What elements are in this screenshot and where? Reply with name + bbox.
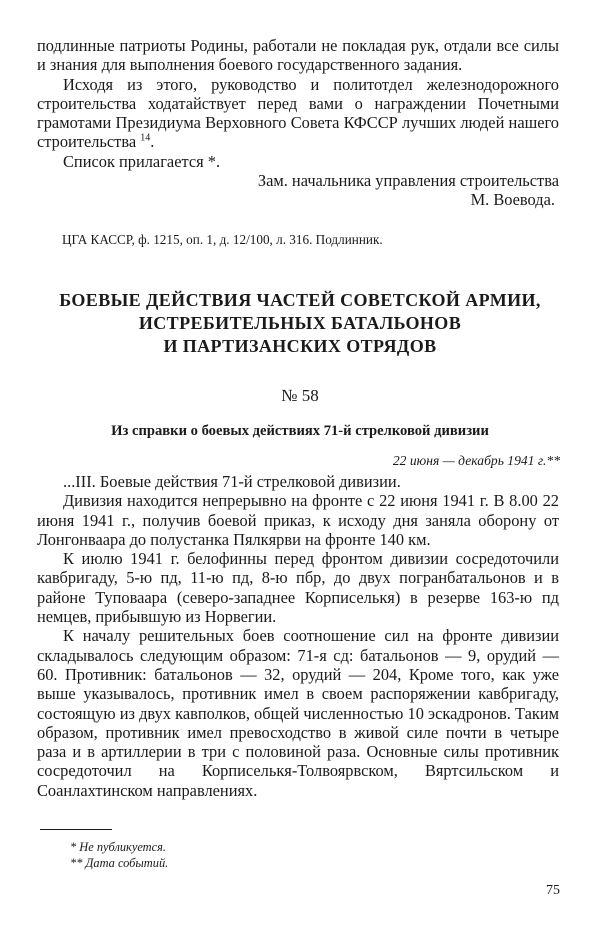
section-heading-line-1: БОЕВЫЕ ДЕЙСТВИЯ ЧАСТЕЙ СОВЕТСКОЙ АРМИИ, xyxy=(59,290,541,310)
footnote-marker-14: 14 xyxy=(140,133,151,145)
paragraph-patriots: подлинные патриоты Родины, работали не покладая рук, отдали все силы и знания для выполнения боевого государственного задания. xyxy=(37,36,559,75)
main-text-block xyxy=(37,472,559,800)
petition-text: Исходя из этого, руководство и политотдел железнодорожного строительства ходатайствует перед вами о награждении Почетными грамотами Президиума Верховного Совета КФССР лучших людей нашего строительства xyxy=(37,74,559,152)
signature-title: Зам. начальника управления строительства xyxy=(257,171,559,191)
paragraph-petition xyxy=(37,75,559,152)
paragraph-division-front: Дивизия находится непрерывно на фронте с 22 июня 1941 г. В 8.00 22 июня 1941 г., получив боевой приказ, к исходу дня заняла оборону от Лонгонваара до полустанка Пялкярви на фронте 140 км. xyxy=(37,491,559,549)
paragraph-section-iii: ...III. Боевые действия 71-й стрелковой дивизии. xyxy=(63,472,401,491)
top-text-block xyxy=(37,36,559,210)
signature-name: М. Воевода. xyxy=(470,190,555,210)
document-date: 22 июня — декабрь 1941 г.** xyxy=(392,453,560,468)
paragraph-force-ratio: К началу решительных боев соотношение сил на фронте дивизии складывалось следующим образом: 71-я сд: батальонов — 9, орудий — 60. Противник: батальонов — 32, орудий — 204, Кроме того, как уже выше указывалось, противник имел в своем распоряжении кавбригаду, состоящую из двух кавполков, общей численностью 10 эскадронов. Таким образом, противник имел превосходство в живой силе почти в четыре раза и в артиллерии в три с половиной раза. Основные силы противник сосредоточил на Корписелькя-Толвоярвском, Вяртсильском и Соанлахтинском направлениях. xyxy=(37,626,559,800)
page-number: 75 xyxy=(546,883,560,898)
section-heading-line-2: ИСТРЕБИТЕЛЬНЫХ БАТАЛЬОНОВ xyxy=(138,313,462,333)
paragraph-list-attached: Список прилагается *. xyxy=(63,151,221,171)
paragraph-enemy-forces: К июлю 1941 г. белофинны перед фронтом дивизии сосредоточили кавбригаду, 5-ю пд, 11-ю пд, 8-ю пбр, до двух погранбатальонов и в районе Туповаара (северо-западнее Корписелькя) в резерве 163-ю пд немцев, прибывшую из Норвегии. xyxy=(37,549,559,627)
document-number: № 58 xyxy=(281,386,319,405)
section-heading-line-3: И ПАРТИЗАНСКИХ ОТРЯДОВ xyxy=(163,336,437,356)
archive-source-reference: ЦГА КАССР, ф. 1215, оп. 1, д. 12/100, л. 316. Подлинник. xyxy=(62,232,383,247)
footnote-1: * Не публикуется. xyxy=(70,840,166,854)
section-heading xyxy=(37,289,563,358)
footnote-separator xyxy=(40,829,112,830)
petition-end: . xyxy=(150,132,155,152)
document-title: Из справки о боевых действиях 71-й стрелковой дивизии xyxy=(111,423,489,439)
footnote-2: ** Дата событий. xyxy=(70,856,169,870)
